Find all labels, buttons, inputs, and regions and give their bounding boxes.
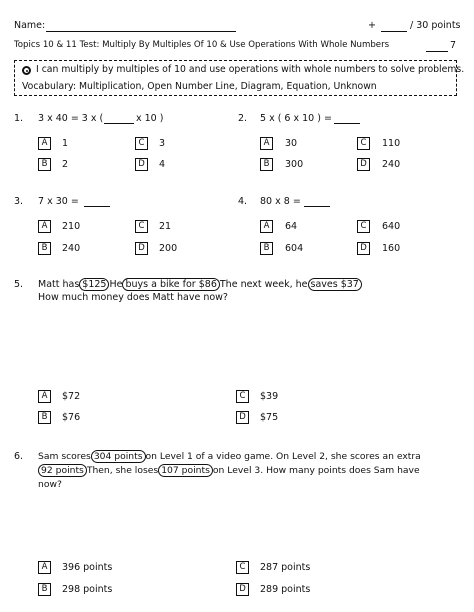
q6-text-line1 xyxy=(38,451,421,462)
q6-text-line3: now? xyxy=(38,479,62,490)
q6-option-text: 289 points xyxy=(260,584,311,595)
q1-blank[interactable] xyxy=(104,123,134,124)
q6-circled-points: 107 points xyxy=(158,464,213,477)
objective-statement: I can multiply by multiples of 10 and use operations with whole numbers to solve problems. xyxy=(36,64,465,75)
name-label: Name: xyxy=(14,20,46,31)
q2-option-text: 30 xyxy=(285,138,298,149)
q5-text: The next week, he xyxy=(219,279,308,290)
q6-option-text: 298 points xyxy=(62,584,113,595)
q1-option-box[interactable]: A xyxy=(38,137,51,150)
q5-option-box[interactable]: C xyxy=(236,390,249,403)
q5-option-box[interactable]: A xyxy=(38,390,51,403)
q1-option-text: 4 xyxy=(159,159,166,170)
q3-option-box[interactable]: C xyxy=(135,220,148,233)
q3-option-text: 21 xyxy=(159,221,172,232)
section-total: 7 xyxy=(450,40,457,51)
q5-option-text: $72 xyxy=(62,391,81,402)
q1-prompt: 3 x 40 = 3 x ( xyxy=(38,113,104,124)
q2-option-box[interactable]: A xyxy=(260,137,273,150)
q4-blank[interactable] xyxy=(304,206,330,207)
q3-option-text: 240 xyxy=(62,243,81,254)
q3-option-box[interactable]: D xyxy=(135,242,148,255)
q2-option-box[interactable]: D xyxy=(357,158,370,171)
q5-circled-amount: $125 xyxy=(79,278,109,291)
q3-option-box[interactable]: A xyxy=(38,220,51,233)
q1-option-box[interactable]: C xyxy=(135,137,148,150)
q3-blank[interactable] xyxy=(84,206,110,207)
q4-option-text: 640 xyxy=(382,221,401,232)
name-field-line[interactable] xyxy=(46,31,236,32)
q3-option-text: 210 xyxy=(62,221,81,232)
q4-option-box[interactable]: D xyxy=(357,242,370,255)
test-title: Topics 10 & 11 Test: Multiply By Multiples Of 10 & Use Operations With Whole Numbers xyxy=(14,40,390,50)
q2-blank[interactable] xyxy=(334,123,360,124)
q6-number: 6. xyxy=(14,451,24,462)
q4-option-box[interactable]: C xyxy=(357,220,370,233)
q3-option-text: 200 xyxy=(159,243,178,254)
q2-option-box[interactable]: C xyxy=(357,137,370,150)
q6-option-box[interactable]: C xyxy=(236,561,249,574)
q6-text: on Level 3. How many points does Sam have xyxy=(212,465,420,476)
q2-prompt: 5 x ( 6 x 10 ) = xyxy=(260,113,332,124)
q4-option-text: 64 xyxy=(285,221,298,232)
q1-prompt-end: x 10 ) xyxy=(136,113,164,124)
q4-option-text: 604 xyxy=(285,243,304,254)
q5-number: 5. xyxy=(14,279,24,290)
q6-text-line2 xyxy=(38,465,420,476)
q6-option-box[interactable]: A xyxy=(38,561,51,574)
q5-text: He xyxy=(109,279,123,290)
section-score-line[interactable] xyxy=(426,51,448,52)
q3-prompt: 7 x 30 = xyxy=(38,196,79,207)
q3-number: 3. xyxy=(14,196,24,207)
q1-option-box[interactable]: B xyxy=(38,158,51,171)
q5-circled-phrase: saves $37 xyxy=(308,278,362,291)
plus-sign: + xyxy=(368,20,376,31)
q4-option-text: 160 xyxy=(382,243,401,254)
q6-option-box[interactable]: B xyxy=(38,583,51,596)
q2-option-text: 110 xyxy=(382,138,401,149)
q5-option-box[interactable]: B xyxy=(38,411,51,424)
q6-circled-points: 92 points xyxy=(38,464,87,477)
q5-text-line1 xyxy=(38,279,362,290)
q4-option-box[interactable]: B xyxy=(260,242,273,255)
q1-option-box[interactable]: D xyxy=(135,158,148,171)
q6-option-box[interactable]: D xyxy=(236,583,249,596)
q1-option-text: 3 xyxy=(159,138,166,149)
target-icon xyxy=(22,66,31,75)
q5-option-text: $39 xyxy=(260,391,279,402)
q6-text: on Level 1 of a video game. On Level 2, she scores an extra xyxy=(145,451,421,462)
q2-option-box[interactable]: B xyxy=(260,158,273,171)
q5-text: Matt has xyxy=(38,279,80,290)
q6-circled-points: 304 points xyxy=(91,450,146,463)
q4-option-box[interactable]: A xyxy=(260,220,273,233)
q1-option-text: 1 xyxy=(62,138,69,149)
q6-option-text: 287 points xyxy=(260,562,311,573)
points-label: / 30 points xyxy=(410,20,461,31)
q2-number: 2. xyxy=(238,113,248,124)
q2-option-text: 300 xyxy=(285,159,304,170)
q4-number: 4. xyxy=(238,196,248,207)
q6-option-text: 396 points xyxy=(62,562,113,573)
q4-prompt: 80 x 8 = xyxy=(260,196,301,207)
q5-option-text: $75 xyxy=(260,412,279,423)
q5-circled-phrase: buys a bike for $86 xyxy=(122,278,219,291)
q5-question: How much money does Matt have now? xyxy=(38,292,228,303)
q1-option-text: 2 xyxy=(62,159,69,170)
score-field-line[interactable] xyxy=(381,31,407,32)
q3-option-box[interactable]: B xyxy=(38,242,51,255)
q5-option-box[interactable]: D xyxy=(236,411,249,424)
q1-number: 1. xyxy=(14,113,24,124)
q2-option-text: 240 xyxy=(382,159,401,170)
vocabulary: Vocabulary: Multiplication, Open Number Line, Diagram, Equation, Unknown xyxy=(22,81,377,92)
q6-text: Sam scores xyxy=(38,451,91,462)
q5-option-text: $76 xyxy=(62,412,81,423)
q6-text: Then, she loses xyxy=(86,465,159,476)
